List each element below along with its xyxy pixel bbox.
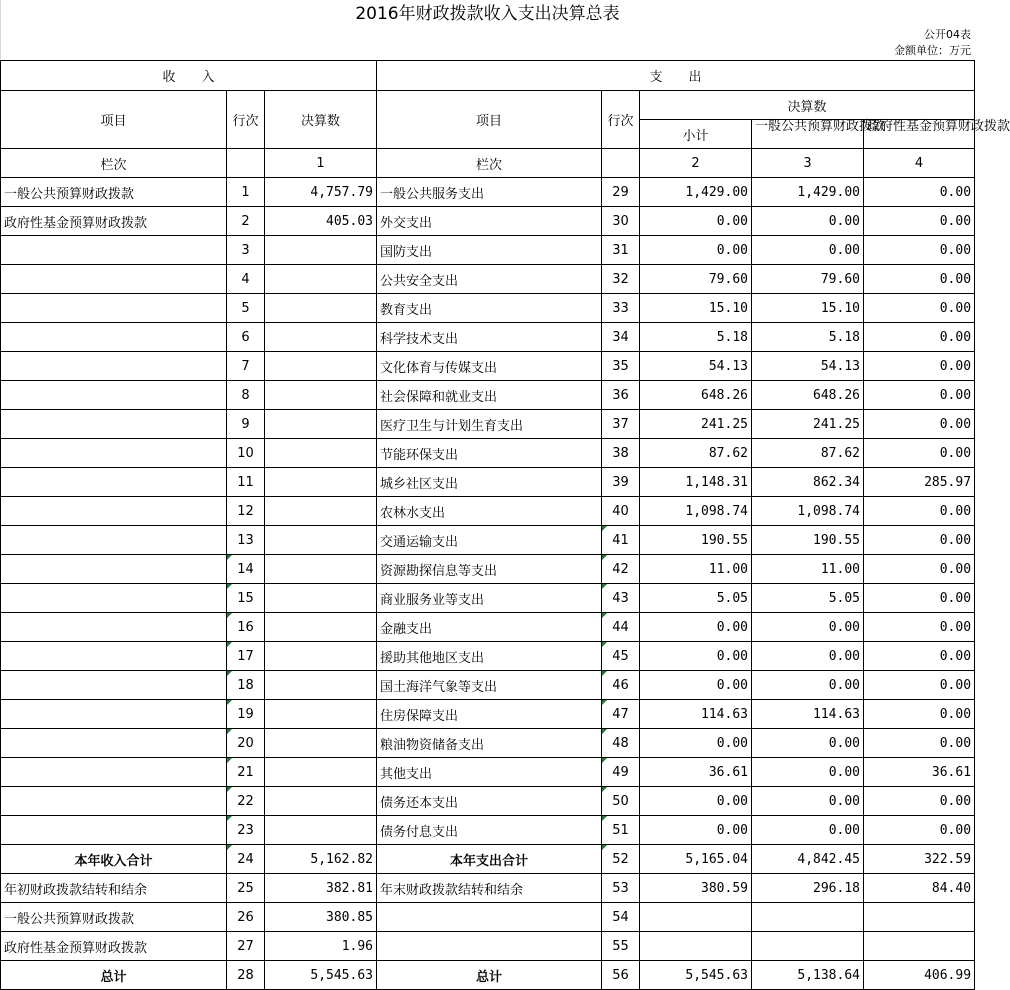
expense-item-cell: 金融支出 [377,613,602,642]
general-budget-cell: 1,429.00 [752,178,864,207]
table-row [1,381,975,410]
expense-rowno-cell: 48 [602,729,640,758]
expense-rowno-cell: 31 [602,236,640,265]
income-amount-cell [265,758,377,787]
table-row [1,845,975,874]
expense-rowno-cell: 35 [602,352,640,381]
general-budget-cell: 0.00 [752,613,864,642]
fund-budget-cell: 0.00 [864,178,975,207]
fund-budget-cell: 322.59 [864,845,975,874]
table-row [1,874,975,903]
fund-budget-cell: 0.00 [864,787,975,816]
subtotal-cell [640,932,752,961]
subtotal-cell: 241.25 [640,410,752,439]
income-item-cell: 政府性基金预算财政拨款 [1,207,227,236]
expense-rowno-cell: 53 [602,874,640,903]
income-amount-cell [265,468,377,497]
fund-budget-cell: 0.00 [864,323,975,352]
income-header: 收 入 [1,61,377,91]
income-rowno-cell: 2 [227,207,265,236]
fund-budget-cell: 0.00 [864,497,975,526]
income-amount-cell: 4,757.79 [265,178,377,207]
subtotal-cell: 0.00 [640,207,752,236]
expense-item-cell: 本年支出合计 [377,845,602,874]
subtotal-cell: 1,148.31 [640,468,752,497]
expense-item-cell: 社会保障和就业支出 [377,381,602,410]
general-budget-cell: 0.00 [752,816,864,845]
income-amount-cell: 380.85 [265,903,377,932]
expense-item-cell: 住房保障支出 [377,700,602,729]
expense-item-cell: 一般公共服务支出 [377,178,602,207]
table-row [1,613,975,642]
expense-rowno-cell: 41 [602,526,640,555]
income-rowno-cell: 23 [227,816,265,845]
subtotal-cell: 380.59 [640,874,752,903]
income-rowno-cell: 27 [227,932,265,961]
subtotal-cell: 0.00 [640,787,752,816]
general-budget-cell: 862.34 [752,468,864,497]
general-budget-cell: 11.00 [752,555,864,584]
expense-item-cell [377,932,602,961]
general-budget-cell: 54.13 [752,352,864,381]
table-row [1,236,975,265]
col2-index: 2 [640,149,752,178]
expense-item-cell: 资源勘探信息等支出 [377,555,602,584]
column-index-row [1,149,975,178]
subtotal-cell: 0.00 [640,816,752,845]
income-item-cell: 总计 [1,961,227,990]
income-rowno-cell: 3 [227,236,265,265]
expense-rowno-cell: 37 [602,410,640,439]
fund-budget-cell [864,932,975,961]
income-item-cell [1,555,227,584]
fund-budget-cell: 0.00 [864,700,975,729]
table-row [1,439,975,468]
subtotal-header: 小计 [640,120,752,149]
income-amount-cell [265,236,377,265]
income-item-cell [1,236,227,265]
expense-item-cell: 教育支出 [377,294,602,323]
table-row [1,903,975,932]
income-rowno-cell: 19 [227,700,265,729]
income-amount-cell [265,497,377,526]
expense-rowno-index [602,149,640,178]
expense-item-cell: 总计 [377,961,602,990]
expense-item-cell: 债务付息支出 [377,816,602,845]
expense-item-cell: 债务还本支出 [377,787,602,816]
expense-item-cell [377,903,602,932]
expense-header: 支 出 [377,61,975,91]
fund-budget-cell: 0.00 [864,352,975,381]
income-item-cell [1,729,227,758]
table-row [1,178,975,207]
subtotal-cell: 5.18 [640,323,752,352]
income-item-cell [1,323,227,352]
income-item-cell: 政府性基金预算财政拨款 [1,932,227,961]
table-row [1,961,975,990]
general-budget-header: 一般公共预算财政拨款 [752,120,864,149]
income-rowno-cell: 5 [227,294,265,323]
income-amount-header: 决算数 [265,91,377,149]
general-budget-cell: 114.63 [752,700,864,729]
form-number: 公开04表 [924,28,971,41]
subtotal-cell: 11.00 [640,555,752,584]
general-budget-cell: 0.00 [752,236,864,265]
subtotal-cell: 54.13 [640,352,752,381]
income-amount-cell [265,381,377,410]
general-budget-cell: 241.25 [752,410,864,439]
income-item-cell: 年初财政拨款结转和结余 [1,874,227,903]
income-rowno-cell: 9 [227,410,265,439]
income-item-cell [1,613,227,642]
fund-budget-cell: 0.00 [864,671,975,700]
income-rowno-cell: 12 [227,497,265,526]
table-row [1,584,975,613]
subtotal-cell: 0.00 [640,729,752,758]
expense-rowno-cell: 54 [602,903,640,932]
expense-rowno-cell: 33 [602,294,640,323]
income-rowno-cell: 18 [227,671,265,700]
general-budget-cell: 190.55 [752,526,864,555]
expense-rowno-cell: 39 [602,468,640,497]
income-rowno-cell: 4 [227,265,265,294]
expense-item-cell: 粮油物资储备支出 [377,729,602,758]
fund-budget-cell: 0.00 [864,265,975,294]
income-amount-cell [265,642,377,671]
expense-rowno-cell: 49 [602,758,640,787]
income-item-cell [1,671,227,700]
expense-rowno-cell: 42 [602,555,640,584]
general-budget-cell: 1,098.74 [752,497,864,526]
fund-budget-cell [864,903,975,932]
income-item-cell [1,294,227,323]
table-row [1,642,975,671]
income-amount-cell: 1.96 [265,932,377,961]
subtotal-cell: 1,098.74 [640,497,752,526]
income-amount-cell: 405.03 [265,207,377,236]
income-item-cell [1,265,227,294]
fund-budget-cell: 0.00 [864,381,975,410]
expense-item-cell: 医疗卫生与计划生育支出 [377,410,602,439]
table-row [1,729,975,758]
column-header-row-1 [1,91,975,120]
table-row [1,932,975,961]
income-amount-cell [265,671,377,700]
expense-item-cell: 农林水支出 [377,497,602,526]
income-rowno-cell: 6 [227,323,265,352]
fund-budget-cell: 0.00 [864,729,975,758]
expense-item-cell: 其他支出 [377,758,602,787]
income-amount-cell: 5,545.63 [265,961,377,990]
fund-budget-cell: 0.00 [864,642,975,671]
expense-rowno-cell: 56 [602,961,640,990]
income-item-cell [1,700,227,729]
income-rowno-cell: 21 [227,758,265,787]
fund-budget-cell: 0.00 [864,584,975,613]
fund-budget-cell: 0.00 [864,236,975,265]
income-amount-cell [265,816,377,845]
income-item-cell [1,439,227,468]
income-rowno-cell: 20 [227,729,265,758]
income-item-header: 项目 [1,91,227,149]
subtotal-cell: 648.26 [640,381,752,410]
income-item-cell: 本年收入合计 [1,845,227,874]
budget-table [0,60,1010,990]
expense-amount-group-header: 决算数 [640,91,975,120]
table-row [1,526,975,555]
expense-rowno-cell: 36 [602,381,640,410]
table-row [1,758,975,787]
subtotal-cell: 87.62 [640,439,752,468]
income-item-cell [1,410,227,439]
table-row [1,700,975,729]
income-item-cell: 一般公共预算财政拨款 [1,903,227,932]
table-row [1,555,975,584]
general-budget-cell: 5,138.64 [752,961,864,990]
expense-item-cell: 科学技术支出 [377,323,602,352]
expense-rowno-header: 行次 [602,91,640,149]
expense-rowno-cell: 38 [602,439,640,468]
subtotal-cell: 36.61 [640,758,752,787]
income-rowno-cell: 24 [227,845,265,874]
table-row [1,294,975,323]
fund-budget-cell: 36.61 [864,758,975,787]
general-budget-cell: 87.62 [752,439,864,468]
income-rowno-header: 行次 [227,91,265,149]
expense-rowno-cell: 47 [602,700,640,729]
expense-rowno-cell: 52 [602,845,640,874]
general-budget-cell [752,932,864,961]
general-budget-cell: 648.26 [752,381,864,410]
income-item-cell [1,468,227,497]
fund-budget-cell: 0.00 [864,613,975,642]
expense-rowno-cell: 40 [602,497,640,526]
expense-rowno-cell: 30 [602,207,640,236]
income-rowno-cell: 7 [227,352,265,381]
expense-item-cell: 文化体育与传媒支出 [377,352,602,381]
expense-item-header: 项目 [377,91,602,149]
income-item-cell [1,497,227,526]
general-budget-cell: 0.00 [752,787,864,816]
income-amount-cell [265,526,377,555]
fund-budget-cell: 285.97 [864,468,975,497]
income-amount-cell [265,787,377,816]
subtotal-cell [640,903,752,932]
subtotal-cell: 0.00 [640,236,752,265]
expense-rowno-cell: 32 [602,265,640,294]
income-amount-cell [265,410,377,439]
subtotal-cell: 0.00 [640,613,752,642]
income-item-cell [1,584,227,613]
income-rowno-cell: 16 [227,613,265,642]
table-row [1,352,975,381]
section-header-row [1,61,975,91]
income-column-label: 栏次 [1,149,227,178]
general-budget-cell: 0.00 [752,758,864,787]
expense-item-cell: 国防支出 [377,236,602,265]
general-budget-cell: 15.10 [752,294,864,323]
income-rowno-cell: 25 [227,874,265,903]
expense-rowno-cell: 46 [602,671,640,700]
income-item-cell [1,352,227,381]
income-amount-cell [265,294,377,323]
income-rowno-index [227,149,265,178]
table-row [1,816,975,845]
col1-index: 1 [265,149,377,178]
fund-budget-cell: 0.00 [864,207,975,236]
subtotal-cell: 0.00 [640,642,752,671]
general-budget-cell: 0.00 [752,671,864,700]
income-amount-cell [265,555,377,584]
subtotal-cell: 15.10 [640,294,752,323]
fund-budget-cell: 0.00 [864,439,975,468]
table-row [1,207,975,236]
income-amount-cell: 5,162.82 [265,845,377,874]
income-amount-cell [265,323,377,352]
income-amount-cell [265,729,377,758]
income-item-cell [1,526,227,555]
income-rowno-cell: 8 [227,381,265,410]
table-row [1,787,975,816]
expense-rowno-cell: 34 [602,323,640,352]
subtotal-cell: 114.63 [640,700,752,729]
expense-rowno-cell: 45 [602,642,640,671]
expense-rowno-cell: 43 [602,584,640,613]
income-amount-cell [265,584,377,613]
table-row [1,468,975,497]
income-item-cell [1,381,227,410]
expense-item-cell: 交通运输支出 [377,526,602,555]
expense-rowno-cell: 55 [602,932,640,961]
income-rowno-cell: 17 [227,642,265,671]
income-rowno-cell: 14 [227,555,265,584]
expense-rowno-cell: 50 [602,787,640,816]
subtotal-cell: 0.00 [640,671,752,700]
income-amount-cell [265,613,377,642]
subtotal-cell: 1,429.00 [640,178,752,207]
fund-budget-cell: 0.00 [864,526,975,555]
fund-budget-cell: 406.99 [864,961,975,990]
fund-budget-cell: 0.00 [864,410,975,439]
table-row [1,497,975,526]
expense-item-cell: 商业服务业等支出 [377,584,602,613]
income-item-cell: 一般公共预算财政拨款 [1,178,227,207]
col3-index: 3 [752,149,864,178]
unit-label: 金额单位：万元 [894,44,971,57]
income-item-cell [1,787,227,816]
income-rowno-cell: 28 [227,961,265,990]
income-rowno-cell: 22 [227,787,265,816]
income-amount-cell [265,265,377,294]
table-row [1,410,975,439]
income-rowno-cell: 13 [227,526,265,555]
subtotal-cell: 190.55 [640,526,752,555]
expense-item-cell: 年末财政拨款结转和结余 [377,874,602,903]
expense-column-label: 栏次 [377,149,602,178]
general-budget-cell: 4,842.45 [752,845,864,874]
general-budget-cell: 79.60 [752,265,864,294]
table-row [1,323,975,352]
subtotal-cell: 5.05 [640,584,752,613]
general-budget-cell: 5.18 [752,323,864,352]
col4-index: 4 [864,149,975,178]
fund-budget-cell: 84.40 [864,874,975,903]
income-amount-cell: 382.81 [265,874,377,903]
fund-budget-header: 政府性基金预算财政拨款 [864,120,975,149]
income-rowno-cell: 1 [227,178,265,207]
general-budget-cell: 5.05 [752,584,864,613]
expense-rowno-cell: 44 [602,613,640,642]
fund-budget-cell: 0.00 [864,555,975,584]
expense-item-cell: 外交支出 [377,207,602,236]
expense-rowno-cell: 29 [602,178,640,207]
income-rowno-cell: 15 [227,584,265,613]
income-item-cell [1,642,227,671]
report-title: 2016年财政拨款收入支出决算总表 [355,4,620,24]
expense-rowno-cell: 51 [602,816,640,845]
income-amount-cell [265,439,377,468]
expense-item-cell: 公共安全支出 [377,265,602,294]
fund-budget-cell: 0.00 [864,294,975,323]
general-budget-cell: 0.00 [752,207,864,236]
general-budget-cell: 0.00 [752,642,864,671]
income-item-cell [1,758,227,787]
income-rowno-cell: 10 [227,439,265,468]
fund-budget-cell: 0.00 [864,816,975,845]
general-budget-cell: 0.00 [752,729,864,758]
income-rowno-cell: 11 [227,468,265,497]
subtotal-cell: 5,545.63 [640,961,752,990]
expense-item-cell: 援助其他地区支出 [377,642,602,671]
subtotal-cell: 79.60 [640,265,752,294]
subtotal-cell: 5,165.04 [640,845,752,874]
general-budget-cell: 296.18 [752,874,864,903]
table-row [1,671,975,700]
income-rowno-cell: 26 [227,903,265,932]
table-row [1,265,975,294]
income-amount-cell [265,700,377,729]
expense-item-cell: 国土海洋气象等支出 [377,671,602,700]
income-amount-cell [265,352,377,381]
expense-item-cell: 节能环保支出 [377,439,602,468]
income-item-cell [1,816,227,845]
general-budget-cell [752,903,864,932]
expense-item-cell: 城乡社区支出 [377,468,602,497]
